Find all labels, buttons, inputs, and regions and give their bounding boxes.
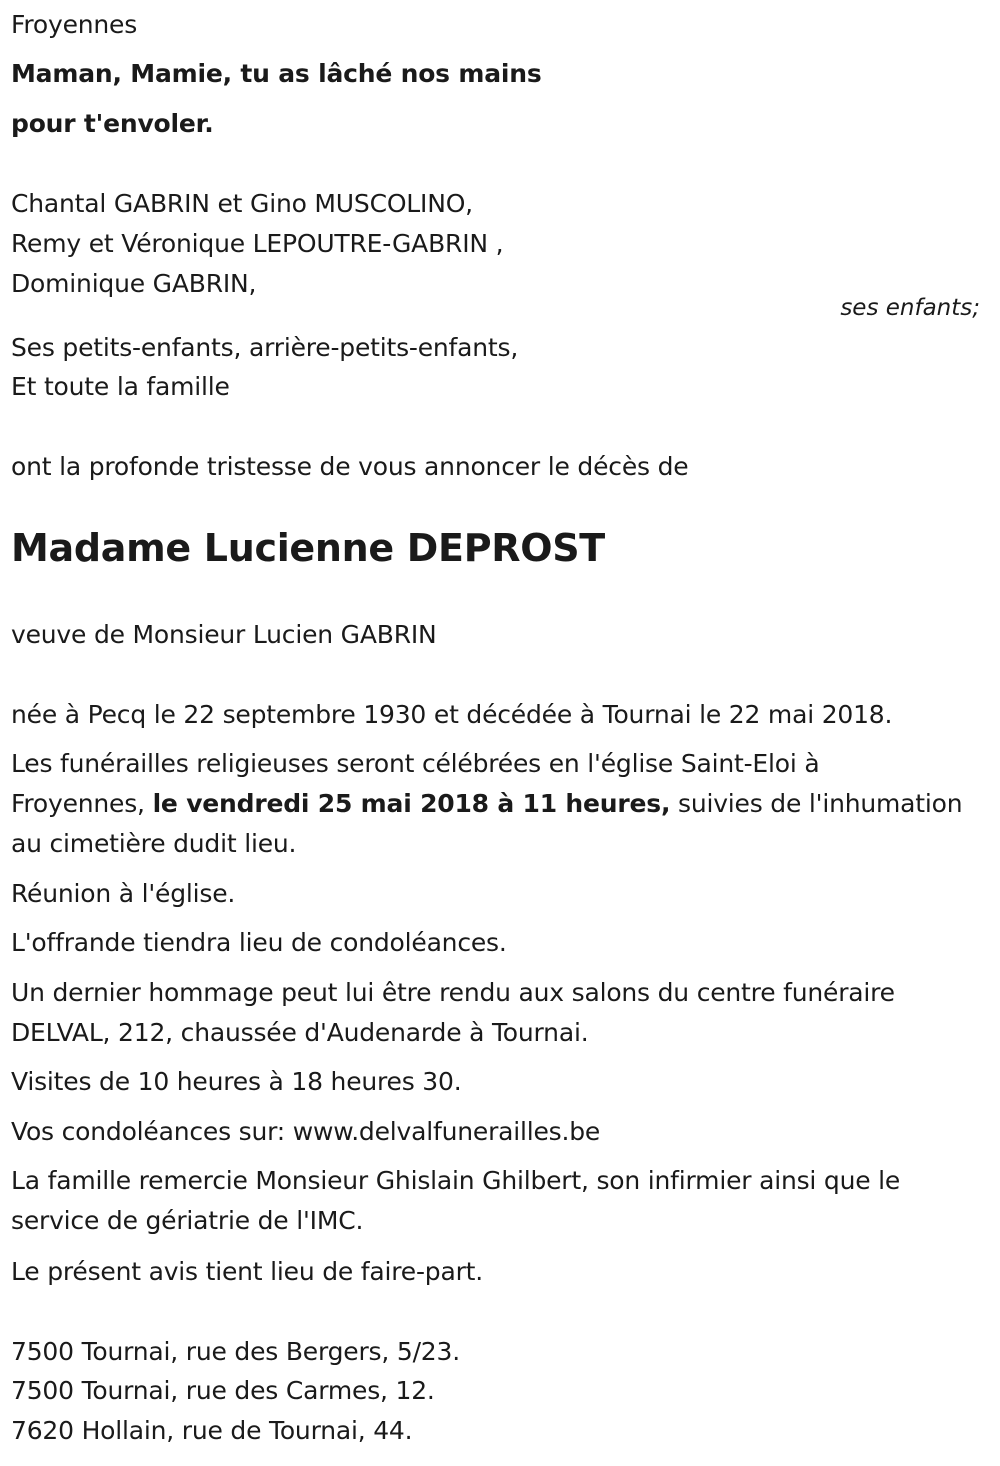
widow-of: veuve de Monsieur Lucien GABRIN bbox=[11, 620, 437, 649]
faire-part: Le présent avis tient lieu de faire-part. bbox=[11, 1257, 484, 1286]
funeral-line-2-end: suivies de l'inhumation bbox=[670, 789, 963, 818]
announcement: ont la profonde tristesse de vous annoncer le décès de bbox=[11, 452, 689, 481]
deceased-name: Madame Lucienne DEPROST bbox=[11, 526, 605, 570]
thanks-line-1: La famille remercie Monsieur Ghislain Ghilbert, son infirmier ainsi que le bbox=[11, 1166, 901, 1195]
children-line-2: Remy et Véronique LEPOUTRE-GABRIN , bbox=[11, 229, 504, 258]
children-line-1: Chantal GABRIN et Gino MUSCOLINO, bbox=[11, 189, 473, 218]
visits: Visites de 10 heures à 18 heures 30. bbox=[11, 1067, 462, 1096]
funeral-line-2-start: Froyennes, bbox=[11, 789, 153, 818]
location: Froyennes bbox=[11, 10, 138, 39]
birth-death: née à Pecq le 22 septembre 1930 et décédée à Tournai le 22 mai 2018. bbox=[11, 700, 893, 729]
meeting: Réunion à l'église. bbox=[11, 879, 236, 908]
children-line-3: Dominique GABRIN, bbox=[11, 269, 257, 298]
funeral-line-3: au cimetière dudit lieu. bbox=[11, 829, 297, 858]
funeral-line-1: Les funérailles religieuses seront célébrées en l'église Saint-Eloi à bbox=[11, 749, 820, 778]
thanks-line-2: service de gériatrie de l'IMC. bbox=[11, 1206, 364, 1235]
address-line-2: 7500 Tournai, rue des Carmes, 12. bbox=[11, 1376, 435, 1405]
funeral-line-2 bbox=[11, 789, 962, 819]
epitaph-line-1: Maman, Mamie, tu as lâché nos mains bbox=[11, 59, 542, 88]
address-line-3: 7620 Hollain, rue de Tournai, 44. bbox=[11, 1416, 413, 1445]
family-line-2: Et toute la famille bbox=[11, 372, 230, 401]
tribute-line-2: DELVAL, 212, chaussée d'Audenarde à Tournai. bbox=[11, 1018, 589, 1047]
family-line-1: Ses petits-enfants, arrière-petits-enfants, bbox=[11, 333, 519, 362]
condolences: Vos condoléances sur: www.delvalfunerailles.be bbox=[11, 1117, 601, 1146]
tribute-line-1: Un dernier hommage peut lui être rendu aux salons du centre funéraire bbox=[11, 978, 895, 1007]
funeral-date-time: le vendredi 25 mai 2018 à 11 heures, bbox=[152, 789, 671, 818]
epitaph-line-2: pour t'envoler. bbox=[11, 109, 214, 138]
address-line-1: 7500 Tournai, rue des Bergers, 5/23. bbox=[11, 1337, 460, 1366]
offering: L'offrande tiendra lieu de condoléances. bbox=[11, 928, 507, 957]
children-label: ses enfants; bbox=[840, 295, 980, 321]
